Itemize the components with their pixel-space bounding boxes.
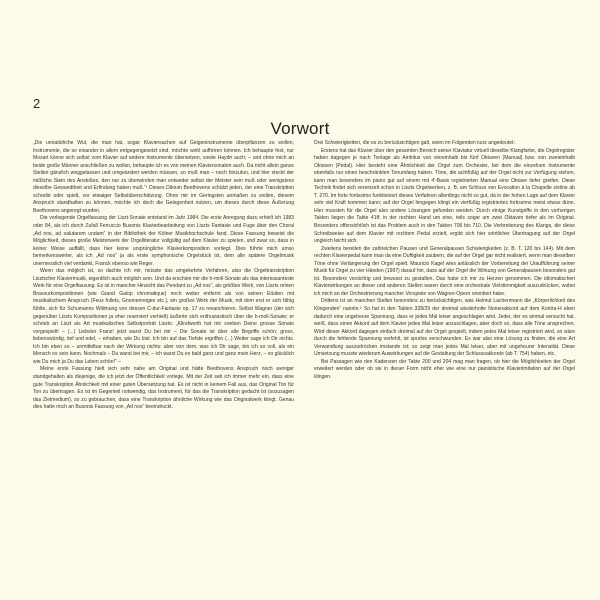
- left-text-column: [33, 140, 294, 412]
- page-title: Vorwort: [270, 119, 330, 138]
- paragraph: Meine erste Fassung hielt sich sehr nahe am Original und hätte Beethovens Anspruch noch weniger standgehalten als diejenige, die ich jetzt der Öffentlichkeit vorlege. Mit der Zeit sah ich immer mehr ein, dass eine gute Transkription Ähnlichkeit mit einer guten Übersetzung hat. Es ist nicht in keinem Fall aus, das Original Ton für Ton zu übertragen. Es ist im Gegenteil notwendig, das Instrument, für das die Transkription gedacht ist (sozusagen das Zielmedium), so zu gebrauchen, dass eine Transkription ähnliche Wirkung wie das Originalwerk klingt. Genau dies hatte mich an Busonis Fassung von „Ad nos“ beeindruckt.: [33, 366, 294, 411]
- paragraph: Bei Passagen wie den Kadenzen der Takte 200 und 204 mag man fragen, ob hier die Möglichkeiten der Orgel erweitert werden oder ob sie in dieser Form nicht eher wie eine nur pianistische Klavierimitation auf der Orgel klingen.: [314, 358, 575, 380]
- paragraph: Erstens hat das Klavier über den gesamten Bereich seiner Klaviatur virtuell dieselbe Klangfarbe, die Orgelregister haben dagegen je nach Tonlage als Ambitus von viereinhalb bis fünf Oktaven (Manual) bzw. von zweieinhalb Oktaven (Pedal). Hier besteht eine Ähnlichkeit der Orgel zum Orchester, bei dem die einzelnen Instrumente ebenfalls nur einen beschränkten Tonumfang haben. Töne, die achtfüßig auf der Orgel nicht zur Verfügung stehen, kann man besonders im piano gut auf einem mit 4'-Basis registrierten Manual eine Oktave tiefer greifen. Diese Technik findet sich vereinzelt schon in Liszts Orgelwerken, z. B. am Schluss von Evocation à la Chapelle sixtine ab T. 270. Im forte fortissimo funktioniert dieses Verfahren allerdings nicht so gut, da in der hohen Lage auf dem Klavier sehr viel Kraft kommen kann; auf der Orgel hingegen klingt ein vierfüßig registriertes fortissimo meist etwas dünn. Hier mussten für die Orgel also andere Lösungen gefunden werden. Durch einige Kunstgriffe in den vorherigen Takten liegen die Takte 41ff. in der rechten Hand um eine, teils sogar um zwei Oktaven tiefer als im Original. Besonders offensichtlich ist das Problem auch in den Takten 706 bis 710. Die Verbreiterung des Klangs, die diese Schreibweise auf dem Klavier mit rechtem Pedal erzielt, ergibt sich hier wörtlicher Übertragung auf der Orgel ungleich leicht sich.: [314, 147, 575, 245]
- paragraph: „Die unnatürliche Wut, die man hat, sogar Klaviersachen auf Geigeninstrumente überpflanzen zu wollen, Instrumente, die so einander in allem entgegengesetzt sind, möchte wohl aufhören können. Ich behaupte fest, nur Mozart könne sich selbst vom Klavier auf andere Instrumente übersetzen, sowie Haydn auch; – und ohne mich an beide große Männer anschließen zu wollen, behaupte ich es von meinen Klaviersonaten auch. Da nicht allein ganze Stellen gänzlich weggelassen und umgeändert werden müssen, so muß man – noch hinzutun, und hier steckt der mißliche Stein des Anstoßes, den nur zu überwinden man entweder selbst der Meister sein muß oder wenigstens dieselbe Gewandtheit und Erfindung haben muß.“¹ Dieses Diktum Beethovens schützt jeden, der eine Transkription schreibt oder spielt, vor etwaiger Selbstüberschätzung. Ohne mir im Geringsten anmaßen zu wollen, diesem Anspruch standhalten zu können, möchte ich doch die Gelegenheit nutzen, um dieses durch diese Äußerung Beethovens angeregt wurden.: [33, 140, 294, 214]
- paragraph: Wenn das möglich ist, so dachte ich mir, müsste das umgekehrte Verfahren, also die Orgeltranskription Lisztscher Klaviermusik, eigentlich auch möglich sein. Und da erschien mir die h-moll-Sonate als das interessanteste Werk für eine Orgelfassung. Es ist in mancher Hinsicht das Pendant zu „Ad nos“, als größtes Werk, von Liszts reinen Bravourkompositionen (wie Grand Galop chromatique) noch weiter entfernt als von seinen Etüden mit musikalischem Anspruch (Feux follets, Gnomenreigen etc.), ein großes Werk der Musik, mit dem erst er sich fähig fühlte, sich für Schumanns Widmung von dessen C-dur-Fantasie op. 17 zu revanchieren. Selbst Wagner (der sich gegenüber Liszts Kompositionen ja eher reserviert verhielt) äußerte sich enthusiastisch über die h-moll-Sonate; er schrieb an Liszt als Art musikalisches Selbstporträt Liszts: „Klindworth hat mir soeben Deine grosse Sonate vorgespielt! – (...) Liebster Franz! jetzt warst Du bei mir – Die Sonate ist über alle Begriffe schön; gross, liebenswürdig, tief und edel, – erhaben, wie Du bist. Ich bin auf das Tiefste ergriffen (...) Weiter sage ich Dir nichts. Ich bin eben so – unmittelbar nach der Wirkung nichts: aber von dem, was ich Dir sage, bin ich so voll, als ein Mensch es sein kann. Nochmals – Du warst bei mir, – ich warst Du es bald ganz und ganz mein Herz, – so glücklich wie Du mich ja Du das Leben schön!“ –: [33, 268, 294, 365]
- paragraph: Zweitens bereiten die zahlreichen Pausen und Generalpausen Schwierigkeiten (z. B. T. 120 bis 144). Mit dem rechten Klavierpedal kann man da eine Duftigkeit zaubern, die auf der Orgel gar nicht realisiert, wenn man dieselben Töne ohne Verlängerung der Orgel spielt. Mauricio Kagel wies anlässlich der Vorbereitung der Uraufführung seiner Musik für Orgel zu vier Händen (1997) darauf hin, dass auf der Orgel die Wirkung von Generalpausen besonders gut ist. Besonders vorsichtig und bewusst zu gestalten. Das habe ich mir zu Herzen genommen. Die idiomatischen Klavierwirkungen an dieser und anderen Stellen waren durch eine orchestrale Vielstimmigkeit auszudrücken, wobei ich mich an der Orchestrierung mancher Vorspiele von Wagner-Opern orientiert habe.: [314, 245, 575, 297]
- paragraph: Drei Schwierigkeiten, die es zu berücksichtigen galt, seien im Folgenden kurz angedeutet:: [314, 140, 515, 146]
- right-text-column: [314, 140, 575, 382]
- paragraph: Drittens ist an manchen Stellen besonders zu berücksichtigen, was Helmut Lachenmann die „Körperlichkeit des Klingenden“ nannte.² So hat in den Takten 328/29 der dreimal wiederholte Nonenakkord auf dem Kontra-H eben dadurch eine ungeheure Spannung, dass er jedes Mal leiser angeschlagen wird. Jeder, der es einmal versucht hat, weiß, dass einen Akkord auf dem Klavier jedes Mal leiser anzuschlagen, aber doch so, dass alle Töne ansprechen. Wird dieser Akkord dagegen einfach dreimal auf der Orgel gespielt, indem jedes Mal leiser registriert wird, so wäre durch die fehlende Spannung verfehlt, ist spurlos verschwunden. Es war also eine Lösung zu finden, die eine Art Verwandlung auszudrücken imstande ist; so zeigt man jedes Mal leiser, aber mit ungeheurer Intensität. Diese Umsetzung musste wiederum Auswirkungen auf die Gestaltung der Schlusssakkorde (ab T. 754) haben, etc.: [314, 298, 575, 358]
- paragraph: Die vorliegende Orgelfassung der Liszt-Sonate entstand im Jahr 1984. Die erste Anregung dazu erhielt ich 1983 oder 84, als ich durch Zufall Ferruccio Busonis Klavierbearbeitung von Liszts Fantasie und Fuge über den Choral „Ad nos, ad salutarem undam“ in der Bibliothek der Kölner Musikhochschule fand. Diese Fassung beweist die Möglichkeit, dieses große Meisterwerk der Orgelliteratur vollgültig auf dem Klavier zu spielen, und zwar so, dass in keiner Weise auffällt, dass hier keine ursprüngliche Klavierkomposition vorliegt. Dies führte mich umso bemerkenswerter, als ich „Ad nos“ ja als erste symphonische Orgelstück ist, dem alle spätere Orgelmusik unermesslich viel verdankt, Franck ebenso wie Reger.: [33, 215, 294, 267]
- page-number: 2: [33, 96, 41, 111]
